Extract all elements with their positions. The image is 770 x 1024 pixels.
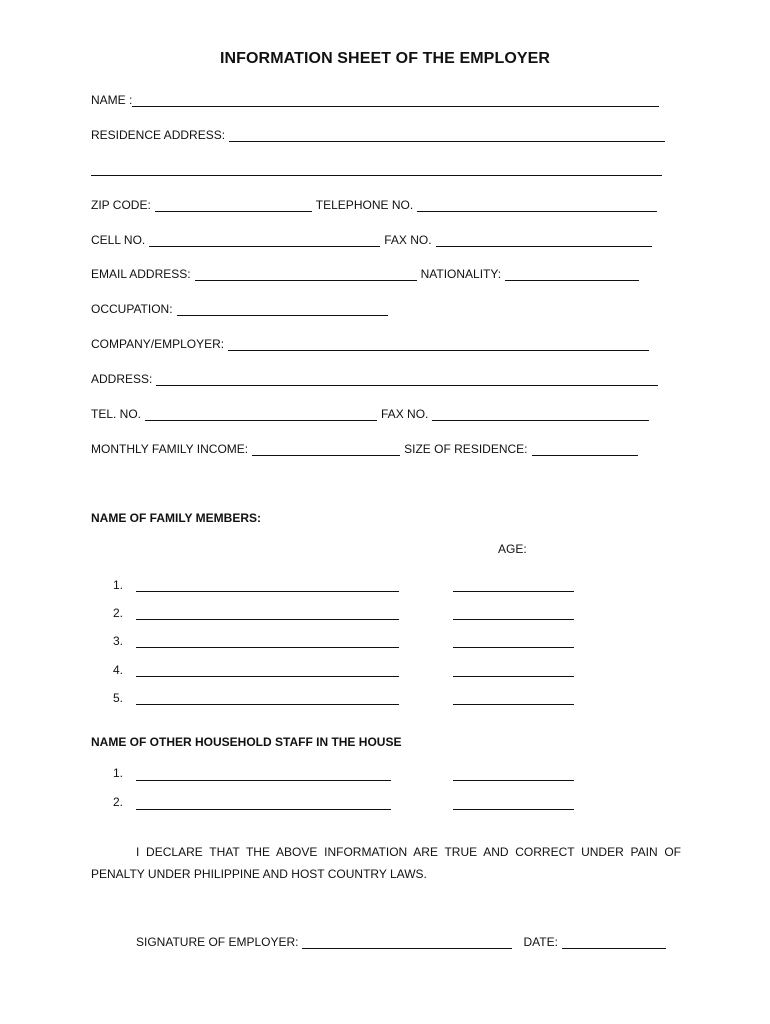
email-label: EMAIL ADDRESS: (91, 267, 191, 281)
staff-name-field[interactable] (136, 780, 391, 781)
tel-label: TEL. NO. (91, 407, 142, 421)
family-member-age-field[interactable] (453, 591, 574, 592)
nationality-label: NATIONALITY: (420, 267, 502, 281)
telephone-label: TELEPHONE NO. (315, 198, 414, 212)
name-field[interactable] (132, 92, 659, 107)
address-label: ADDRESS: (91, 372, 153, 386)
tel-field[interactable] (145, 406, 377, 421)
name-row (91, 89, 659, 107)
company-label: COMPANY/EMPLOYER: (91, 337, 225, 351)
family-member-name-field[interactable] (136, 591, 399, 592)
email-nationality-row (91, 263, 639, 281)
date-label: DATE: (523, 935, 558, 949)
family-number: 2. (113, 606, 124, 620)
family-member-age-field[interactable] (453, 676, 574, 677)
family-member-name-field[interactable] (136, 619, 399, 620)
cell-field[interactable] (149, 232, 380, 247)
family-number: 4. (113, 663, 124, 677)
staff-extra-field[interactable] (453, 809, 574, 810)
address-field[interactable] (156, 371, 658, 386)
family-number: 3. (113, 634, 124, 648)
staff-number: 2. (113, 795, 124, 809)
signature-row (136, 931, 666, 949)
email-field[interactable] (195, 266, 417, 281)
address-row (91, 368, 658, 386)
monthly-income-field[interactable] (252, 441, 400, 456)
fax-label: FAX NO. (384, 233, 432, 247)
staff-number: 1. (113, 766, 124, 780)
family-member-age-field[interactable] (453, 647, 574, 648)
staff-name-field[interactable] (136, 809, 391, 810)
occupation-label: OCCUPATION: (91, 302, 173, 316)
signature-field[interactable] (302, 934, 512, 949)
residence-address-label: RESIDENCE ADDRESS: (91, 128, 226, 142)
zip-code-label: ZIP CODE: (91, 198, 151, 212)
family-member-age-field[interactable] (453, 704, 574, 705)
residence-size-field[interactable] (532, 441, 638, 456)
monthly-income-label: MONTHLY FAMILY INCOME: (91, 442, 249, 456)
occupation-field[interactable] (177, 301, 388, 316)
date-field[interactable] (562, 934, 666, 949)
declaration-text: I DECLARE THAT THE ABOVE INFORMATION ARE TRUE AND CORRECT UNDER PAIN OF PENALTY UNDER PHILIPPINE AND HOST COUNTRY LAWS. (91, 845, 681, 881)
fax-field[interactable] (436, 232, 652, 247)
company-field[interactable] (228, 336, 649, 351)
family-heading (91, 507, 261, 525)
staff-extra-field[interactable] (453, 780, 574, 781)
family-member-name-field[interactable] (136, 676, 399, 677)
family-number: 1. (113, 578, 124, 592)
residence-address-field-line2[interactable] (91, 175, 662, 176)
residence-size-label: SIZE OF RESIDENCE: (404, 442, 528, 456)
family-heading-label: NAME OF FAMILY MEMBERS: (91, 511, 262, 525)
cell-fax-row (91, 229, 652, 247)
cell-label: CELL NO. (91, 233, 146, 247)
fax2-field[interactable] (432, 406, 649, 421)
income-size-row (91, 438, 638, 456)
zip-telephone-row (91, 194, 657, 212)
company-row (91, 333, 649, 351)
fax2-label: FAX NO. (381, 407, 429, 421)
age-label: AGE: (498, 542, 527, 556)
occupation-row (91, 298, 388, 316)
family-member-name-field[interactable] (136, 647, 399, 648)
page-title: INFORMATION SHEET OF THE EMPLOYER (219, 50, 551, 67)
residence-address-field[interactable] (229, 127, 665, 142)
staff-heading-label: NAME OF OTHER HOUSEHOLD STAFF IN THE HOUSE (91, 735, 402, 749)
staff-heading (91, 731, 401, 749)
nationality-field[interactable] (505, 266, 639, 281)
family-member-name-field[interactable] (136, 704, 399, 705)
zip-code-field[interactable] (155, 197, 312, 212)
name-label: NAME : (91, 93, 133, 107)
tel-fax-row (91, 403, 649, 421)
telephone-field[interactable] (417, 197, 657, 212)
signature-label: SIGNATURE OF EMPLOYER: (136, 935, 299, 949)
residence-address-row (91, 124, 665, 142)
family-member-age-field[interactable] (453, 619, 574, 620)
family-number: 5. (113, 691, 124, 705)
